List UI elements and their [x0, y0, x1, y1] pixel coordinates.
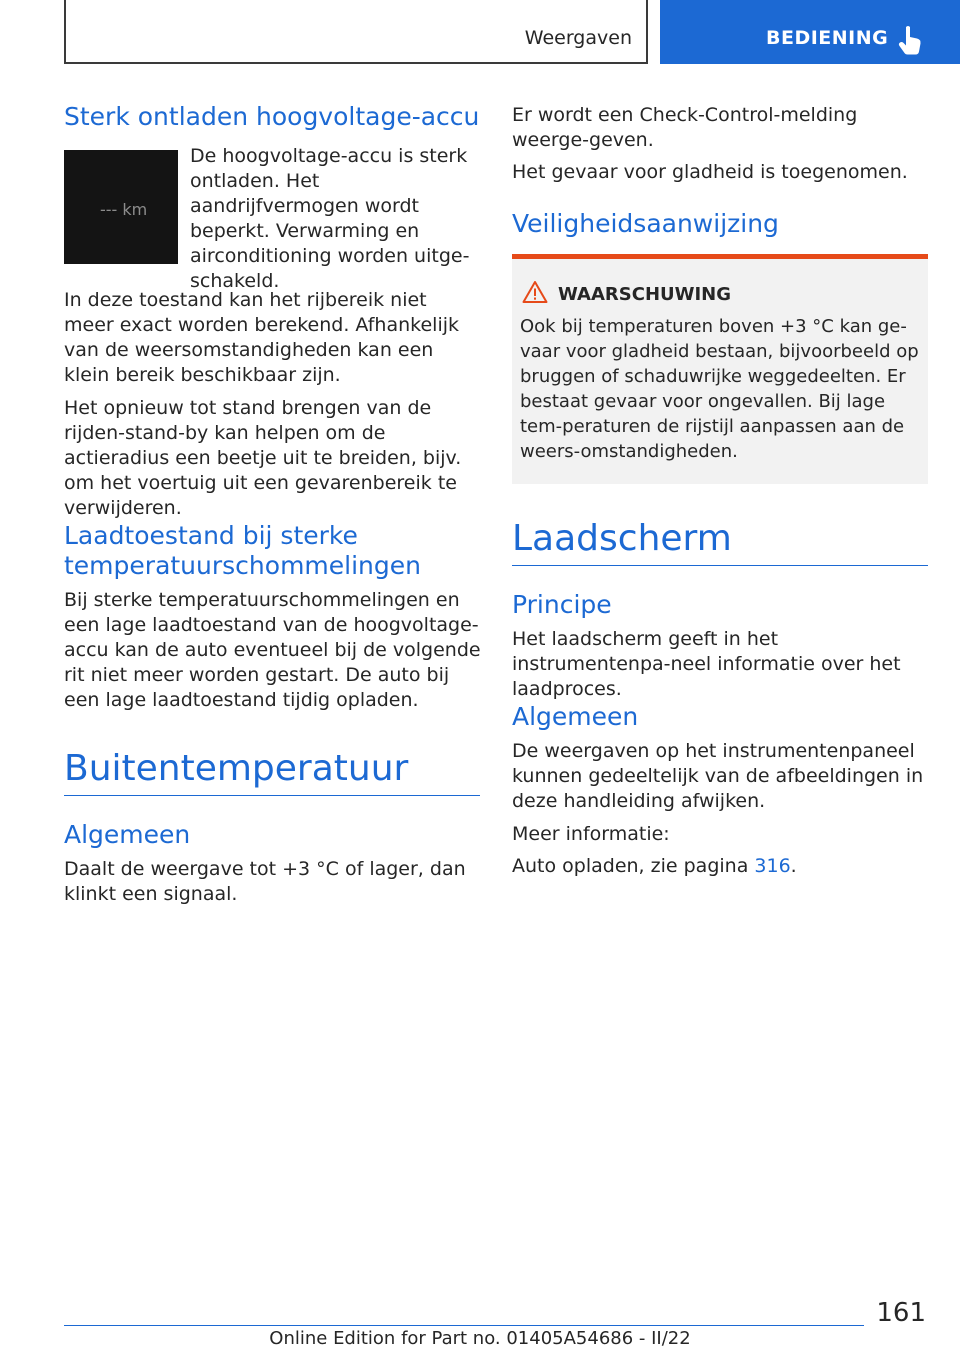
- paragraph-charge-state: Bij sterke temperatuurschommelingen en een lage laadtoestand van de hoogvoltage-accu kan de auto eventueel bij de volgende rit niet meer worden gestart. De auto bij een lage laadtoestand tijdig opladen.: [64, 589, 481, 711]
- header-chapter-title: BEDIENING: [766, 27, 889, 49]
- divider-charge-screen: [512, 565, 928, 566]
- paragraph-general-right: De weergaven op het instrumentenpaneel kunnen gedeeltelijk van de afbeeldingen in deze handleiding afwijken.: [512, 740, 924, 812]
- divider-outside-temperature: [64, 795, 480, 796]
- warning-text: Ook bij temperaturen boven +3 °C kan ge-vaar voor gladheid bestaan, bijvoorbeeld op bruggen of schaduwrijke weggedeelten. Er bestaat gevaar voor ongevallen. Bij lage tem-peraturen de rijstijl aanpassen aan de weers-omstandigheden.: [520, 316, 919, 462]
- paragraph-check-control: Er wordt een Check-Control-melding weerge-geven.: [512, 104, 858, 151]
- warning-title: WAARSCHUWING: [558, 284, 732, 305]
- heading-general-right: Algemeen: [512, 702, 639, 731]
- page-number: 161: [876, 1298, 926, 1328]
- heading-principle: Principe: [512, 590, 612, 619]
- heading-general-left: Algemeen: [64, 820, 191, 849]
- paragraph-general-left: Daalt de weergave tot +3 °C of lager, dan klinkt een signaal.: [64, 858, 466, 905]
- paragraph-slippery: Het gevaar voor gladheid is toegenomen.: [512, 161, 908, 183]
- pointing-hand-icon: [898, 25, 922, 55]
- warning-triangle-icon: [522, 280, 548, 304]
- charging-reference-suffix: .: [790, 855, 797, 877]
- paragraph-charging-reference: [512, 854, 928, 879]
- charging-reference-text: Auto opladen, zie pagina: [512, 855, 755, 877]
- warning-box: [512, 254, 928, 484]
- display-range-image: [64, 150, 178, 264]
- heading-safety: Veiligheidsaanwijzing: [512, 209, 779, 238]
- paragraph-depleted-battery: De hoogvoltage-accu is sterk ontladen. Het aandrijfvermogen wordt beperkt. Verwarming en airconditioning worden uitge-schakeld.: [190, 145, 470, 292]
- paragraph-drive-standby: Het opnieuw tot stand brengen van de rijden-stand-by kan helpen om de actieradius een beetje uit te breiden, bijv. om het voertuig uit een gevarenbereik te verwijderen.: [64, 397, 462, 519]
- footer-divider: [64, 1325, 864, 1326]
- header-section-title: Weergaven: [524, 27, 632, 49]
- heading-charge-state: Laadtoestand bij sterke temperatuurschommelingen: [64, 521, 421, 580]
- heading-depleted-battery: Sterk ontladen hoogvoltage-accu: [64, 102, 480, 131]
- paragraph-more-info: Meer informatie:: [512, 823, 670, 845]
- display-range-text: --- km: [100, 200, 148, 219]
- footer-edition: Online Edition for Part no. 01405A54686 - II/22: [269, 1328, 691, 1349]
- heading-outside-temperature: Buitentemperatuur: [64, 748, 409, 789]
- warning-bar: [512, 254, 928, 259]
- page-reference-link[interactable]: 316: [754, 855, 791, 877]
- heading-charge-screen: Laadscherm: [512, 518, 732, 559]
- header-section-box: [64, 0, 648, 64]
- paragraph-principle: Het laadscherm geeft in het instrumentenpa-neel informatie over het laadproces.: [512, 628, 901, 700]
- paragraph-range-estimate: In deze toestand kan het rijbereik niet meer exact worden berekend. Afhankelijk van de weersomstandigheden kan een klein bereik beschikbaar zijn.: [64, 289, 460, 386]
- header-chapter-tab: [660, 0, 960, 64]
